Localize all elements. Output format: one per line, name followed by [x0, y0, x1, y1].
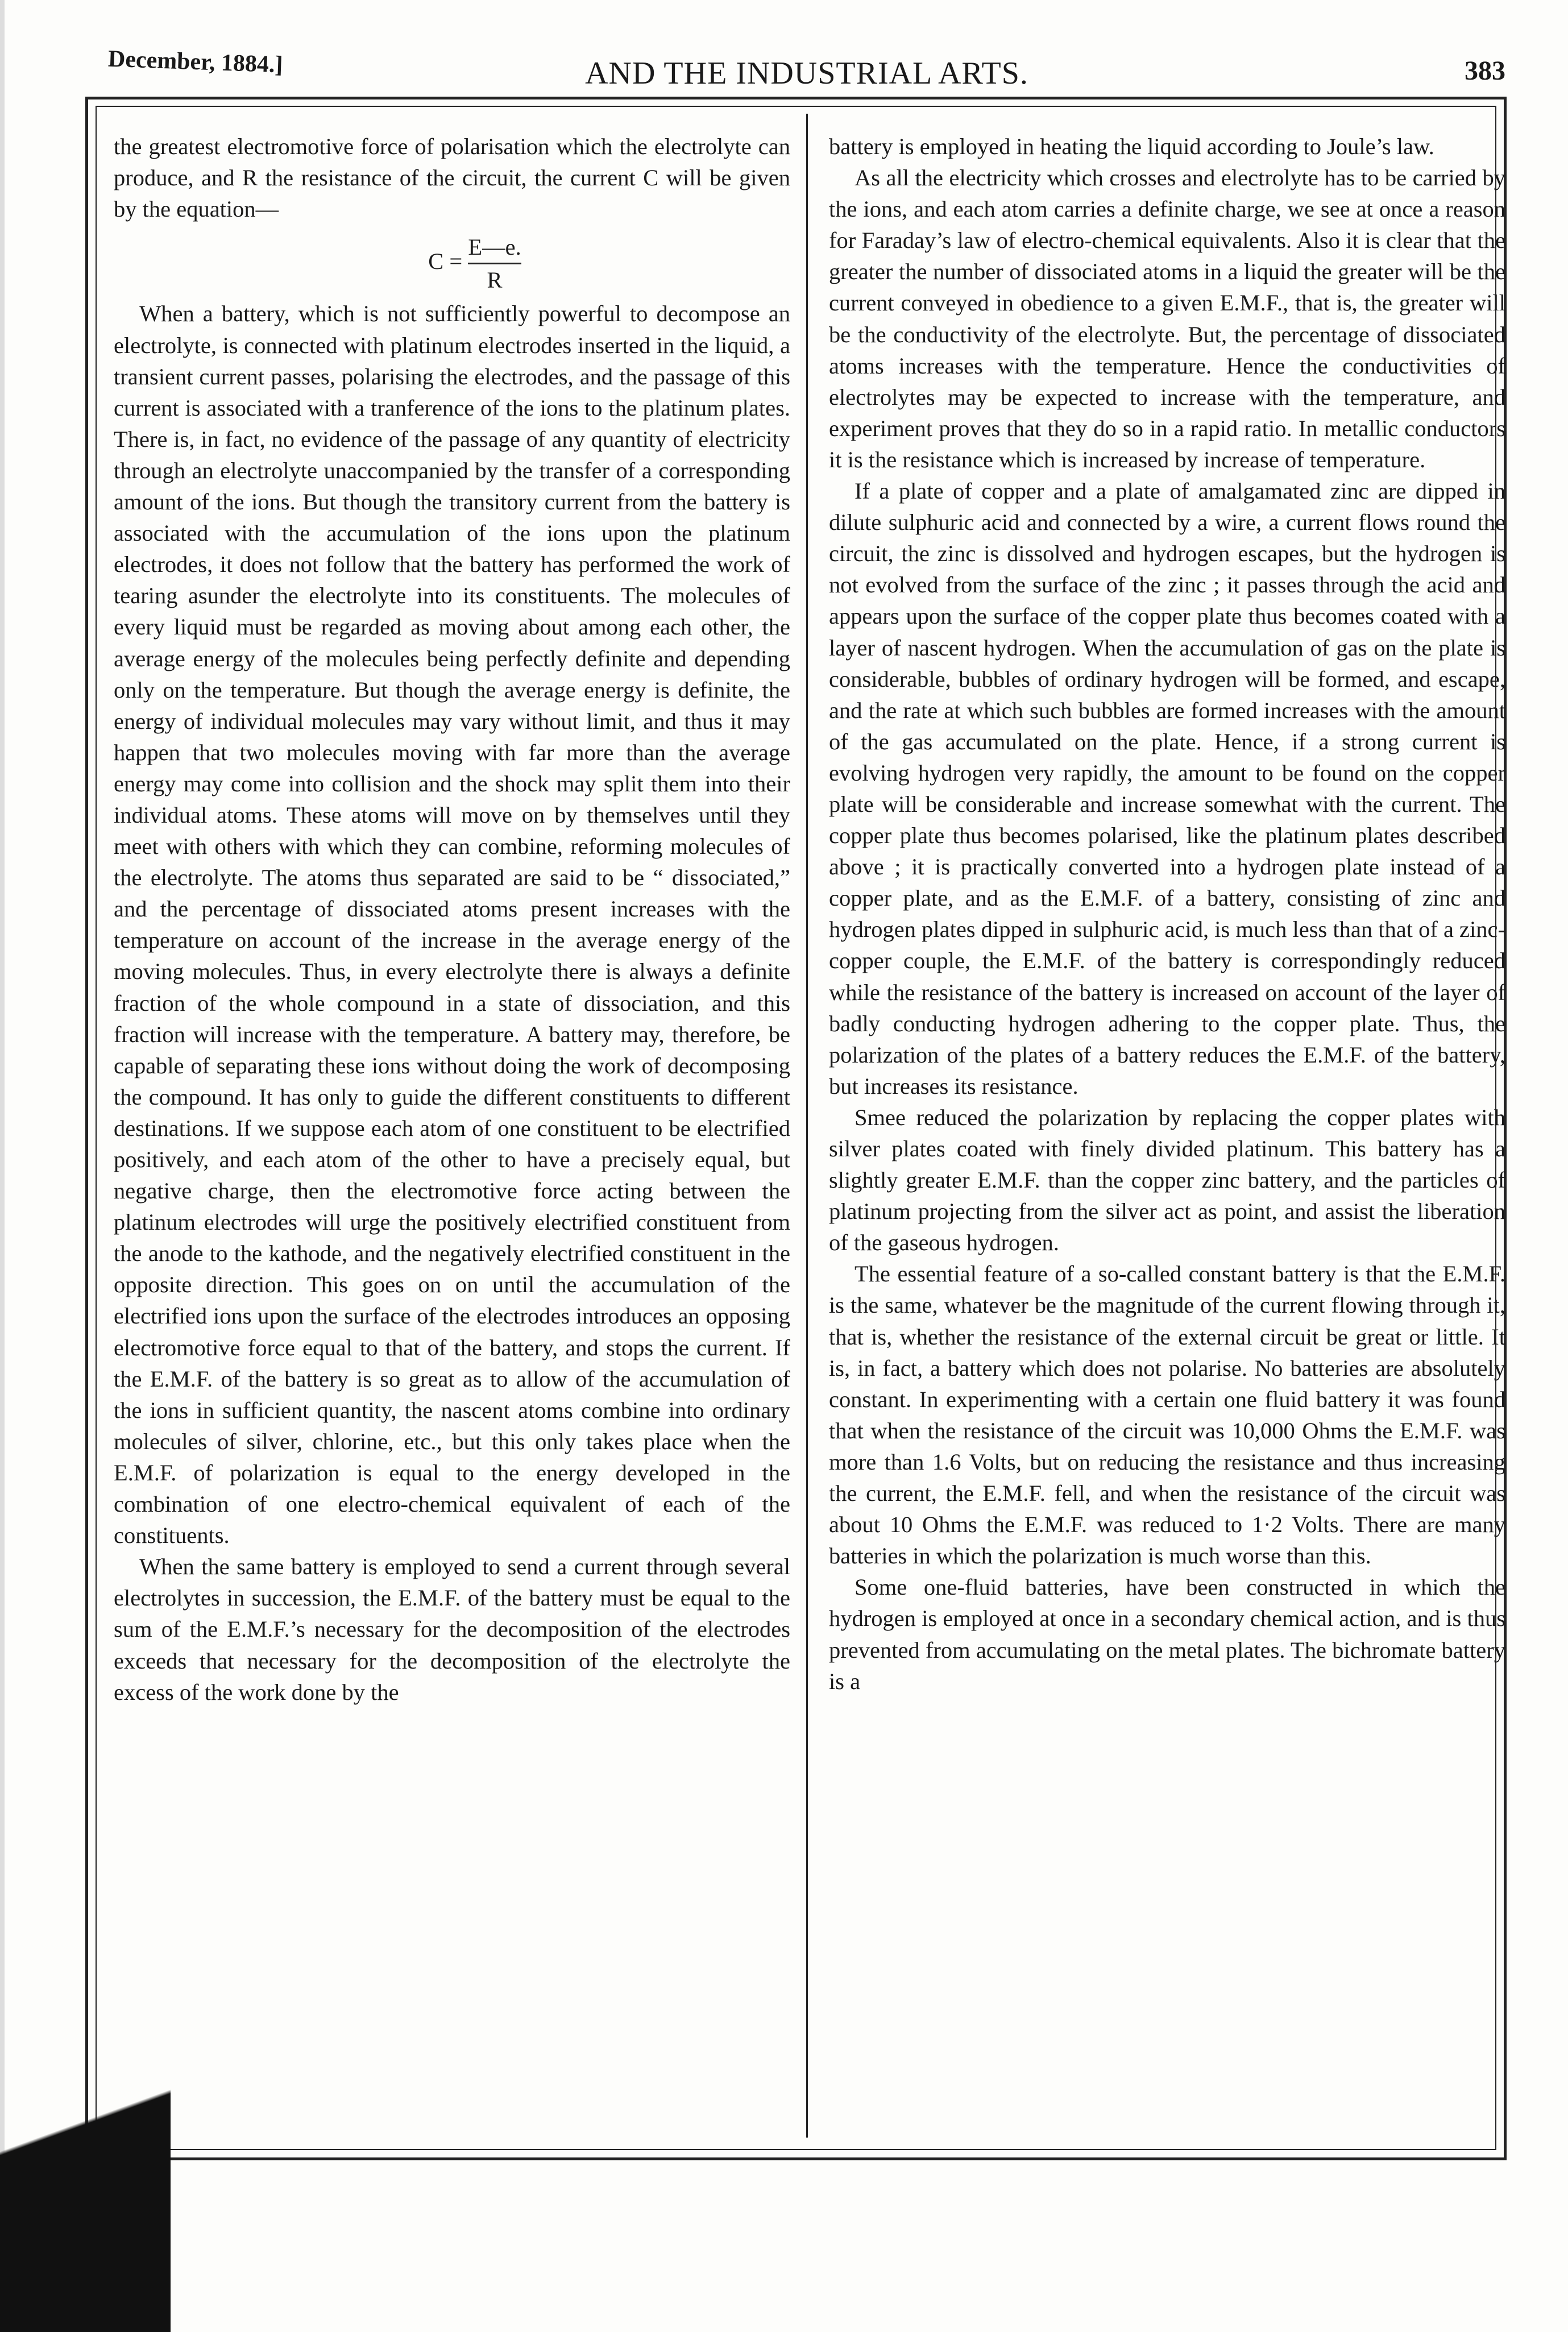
paragraph: battery is employed in heating the liquid according to Joule’s law. — [829, 134, 1434, 159]
paragraph: If a plate of copper and a plate of amalgamated zinc are dipped in dilute sulphuric acid and connected by a wire, a current flows round the circuit, the zinc is dissolved and hydrogen escapes, but the hydrogen is not evolved from the surface of the zinc ; it passes through the acid and appears upon the surface of the copper plate thus becomes coated with a layer of nascent hydrogen. When the accumulation of gas on the plate is considerable, bubbles of ordinary hydrogen will be formed, and escape, and the rate at which such bubbles are formed increases with the amount of the gas accumulated on the plate. Hence, if a strong current is evolving hydrogen very rapidly, the amount to be found on the copper plate will be considerable and increase somewhat with the current. The copper plate thus becomes polarised, like the platinum plates described above ; it is practically converted into a hydrogen plate instead of a copper plate, and as the E.M.F. of a battery, consisting of zinc and hydrogen plates dipped in sulphuric acid, is much less than that of a zinc-copper couple, the E.M.F. of the battery is correspondingly reduced while the resistance of the battery is increased on account of the layer of badly conducting hydrogen adhering to the copper plate. Thus, the polarization of the plates of a battery reduces the E.M.F. of the battery, but increases its resistance. — [829, 478, 1505, 1099]
equation-numerator: E—e. — [468, 234, 521, 260]
paragraph: As all the electricity which crosses and electrolyte has to be carried by the ions, and each atom carries a definite charge, we see at once a reason for Faraday’s law of electro-chemical equivalents. Also it is clear that the greater the number of dissociated atoms in a liquid the greater will be the current conveyed in obedience to a given E.M.F., that is, the greater will be the conductivity of the electrolyte. But, the percentage of dissociated atoms increases with the temperature. Hence the conductivities of electrolytes may be expected to increase with the temperature, and experiment proves that they do so in a rapid ratio. In metallic conductors it is the resistance which is increased by increase of temperature. — [829, 165, 1505, 472]
paragraph: Smee reduced the polarization by replacing the copper plates with silver plates coated with finely divided platinum. This battery has a slightly greater E.M.F. than the copper zinc battery, and the particles of platinum projecting from the silver act as point, and assist the liberation of the gaseous hydrogen. — [829, 1104, 1505, 1256]
header-title: AND THE INDUSTRIAL ARTS. — [585, 56, 1028, 91]
equation-denominator: R — [468, 263, 521, 296]
equation — [114, 231, 790, 296]
right-column — [829, 131, 1505, 1697]
column-divider — [806, 114, 808, 2138]
paragraph: When a battery, which is not sufficiently powerful to decompose an electrolyte, is connected with platinum electrodes inserted in the liquid, a transient current passes, polarising the electrodes, and the passage of this current is associated with a tranference of the ions to the platinum plates. There is, in fact, no evidence of the passage of any quantity of electricity through an electrolyte unaccompanied by the transfer of a corresponding amount of the ions. But though the transitory current from the battery is associated with the accumulation of the ions upon the platinum electrodes, it does not follow that the battery has performed the work of tearing asunder the electrolyte into its constituents. The molecules of every liquid must be regarded as moving about among each other, the average energy of the molecules being perfectly definite and depending only on the temperature. But though the average energy is definite, the energy of individual molecules may vary without limit, and thus it may happen that two molecules moving with far more than the average energy may come into collision and the shock may split them into their individual atoms. These atoms will move on by themselves until they meet with others with which they can combine, reforming molecules of the electrolyte. The atoms thus separated are said to be “ dissociated,” and the percentage of dissociated atoms present increases with the temperature on account of the increase in the average energy of the moving molecules. Thus, in every electrolyte there is always a definite fraction of the whole compound in a state of dissociation, and this fraction will increase with the temperature. A battery may, therefore, be capable of separating these ions without doing the work of decomposing the compound. It has only to guide the different constituents to different destinations. If we suppose each atom of one constituent to be electrified positively, and each atom of the other to have a precisely equal, but negative charge, then the electromotive force acting between the platinum electrodes will urge the positively electrified constituent from the anode to the kathode, and the negatively electrified constituent in the opposite direction. This goes on on until the accumulation of the electrified ions upon the surface of the electrodes introduces an opposing electromotive force equal to that of the battery, and stops the current. If the E.M.F. of the battery is so great as to allow of the accumulation of the ions in sufficient quantity, the nascent atoms combine into ordinary molecules of silver, chlorine, etc., but this only takes place when the E.M.F. of polarization is equal to the energy developed in the combination of one electro-chemical equivalent of each of the constituents. — [114, 301, 790, 1549]
equation-fraction — [468, 231, 521, 296]
running-head — [85, 31, 1528, 94]
paragraph: Some one-fluid batteries, have been constructed in which the hydrogen is employed at once in a secondary chemical action, and is thus prevented from accumulating on the metal plates. The bichromate battery is a — [829, 1574, 1505, 1694]
left-column — [114, 131, 790, 1708]
page-number: 383 — [1465, 56, 1505, 86]
paragraph: The essential feature of a so-called constant battery is that the E.M.F. is the same, whatever be the magnitude of the current flowing through it, that is, whether the resistance of the external circuit be great or little. It is, in fact, a battery which does not polarise. No batteries are absolutely constant. In experimenting with a certain one fluid battery it was found that when the resistance of the circuit was 10,000 Ohms the E.M.F. was more than 1.6 Volts, but on reducing the resistance and thus increasing the current, the E.M.F. fell, and when the resistance of the circuit was about 10 Ohms the E.M.F. was reduced to 1·2 Volts. There are many batteries in which the polarization is much worse than this. — [829, 1261, 1505, 1569]
equation-lhs: C = — [428, 248, 463, 275]
paragraph: When the same battery is employed to send a current through several electrolytes in succession, the E.M.F. of the battery must be equal to the sum of the E.M.F.’s necessary for the decomposition of the electrodes exceeds that necessary for the decomposition of the electrolyte the excess of the work done by the — [114, 1554, 790, 1705]
header-date: December, 1884.] — [107, 45, 284, 78]
page-edge — [0, 0, 5, 2332]
binding-shadow — [0, 1990, 171, 2332]
paragraph: the greatest electromotive force of polarisation which the electrolyte can produce, and R the resistance of the circuit, the current C will be given by the equation— — [114, 134, 790, 222]
